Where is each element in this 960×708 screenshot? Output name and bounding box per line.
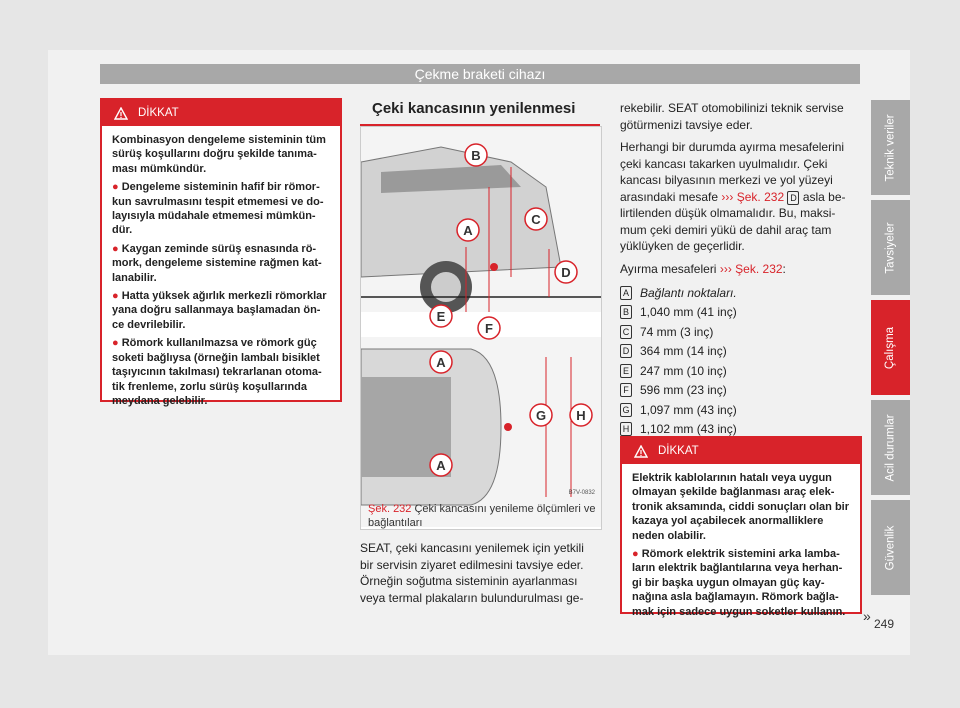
measurement-item [620, 303, 860, 323]
diagram-label [530, 404, 552, 426]
tab-label: Çalışma [884, 326, 897, 369]
diagram-label [430, 351, 452, 373]
warning-box-right [620, 436, 862, 618]
figure-link-arrows[interactable]: ››› [719, 261, 732, 276]
measurement-item [620, 342, 860, 362]
bullet-icon: ● [112, 337, 122, 350]
warning-bullet [112, 336, 330, 408]
tab-tavsiyeler[interactable] [871, 200, 910, 295]
warning-label: DİKKAT [658, 445, 699, 457]
measurement-item [620, 322, 860, 342]
chapter-header: Çekme braketi cihazı [100, 64, 860, 84]
measurement-text: 74 mm (3 inç) [640, 324, 714, 339]
warning-box-left [100, 98, 342, 407]
page-number: 249 [874, 617, 895, 631]
tab-label: Tavsiyeler [884, 221, 897, 274]
warning-label: DİKKAT [138, 107, 179, 119]
svg-text:B: B [471, 148, 481, 163]
warning-bullet-text: Römork kullanılmazsa ve römork güç soketi bağlıysa (örneğin lambalı bisiklet taşıyıcının takılması) tekrarlanan otoma-tik frenleme, zorlu sürüş koşullarında meydana gelebilir. [112, 337, 322, 407]
svg-text:F: F [485, 321, 493, 336]
bullet-icon: ● [112, 181, 122, 194]
warning-intro: Elektrik kablolarının hatalı veya uygun olmayan şekilde bağlanması araç elek-tronik aksamında, ciddi sonuçları olan bir kazaya yol açabilecek anormalliklere neden olabilir. [632, 472, 849, 542]
diagram-label [570, 404, 592, 426]
warning-header [102, 100, 340, 126]
letter-box: D [787, 191, 799, 205]
measurement-text: Bağlantı noktaları. [640, 285, 737, 300]
body-text-left [360, 540, 600, 606]
warning-bullet-text: Dengeleme sisteminin hafif bir römor-kun savrulmasını tespit etmemesi ve do-layısıyla müdahale etmemesi mümkün-dür. [112, 181, 324, 237]
letter-box: G [620, 403, 632, 417]
letter-box: F [620, 383, 632, 397]
measurement-text: 596 mm (23 inç) [640, 383, 727, 397]
tab-teknik-veriler[interactable] [871, 100, 910, 195]
warning-bullet-text: Kaygan zeminde sürüş esnasında rö-mork, dengeleme sistemine rağmen kat-lanabilir. [112, 242, 322, 284]
figure-code: B7V-0832 [568, 490, 595, 496]
tab-label: Teknik veriler [884, 113, 897, 182]
warning-body [102, 126, 340, 418]
paragraph-text: asla be-lirtilenden düşük olmamalıdır. Bu, maksi-mum çeki demiri yükü de dahil araç tam yüklüyken de geçerlidir. [620, 189, 846, 253]
bullet-icon: ● [112, 290, 122, 303]
warning-header [622, 438, 860, 464]
tow-hitch-diagram [361, 127, 601, 529]
paragraph-text: Herhangi bir durumda ayırma mesafelerini çeki kancası takarken uyulmalıdır. Çeki kancası bilyasının merkezi ve yol yüzeyi arasındaki mesafe [620, 140, 845, 204]
colon: : [782, 261, 786, 276]
diagram-label [457, 219, 479, 241]
warning-triangle-icon [114, 107, 128, 120]
warning-bullet [112, 289, 330, 332]
paragraph: rekebilir. SEAT otomobilinizi teknik servise götürmenizi tavsiye eder. [620, 101, 844, 132]
svg-text:E: E [436, 309, 446, 324]
paragraph: SEAT, çeki kancasını yenilemek için yetkili bir servisin ziyaret edilmesini tavsiye eder. Örneğin soğutma sisteminin ayarlanması veya termal plakaların bulundurulması ge- [360, 541, 584, 605]
measurement-item [620, 361, 860, 381]
distance-heading [620, 261, 860, 278]
diagram-label [430, 305, 452, 327]
svg-text:A: A [463, 223, 473, 238]
measurement-item [620, 381, 860, 401]
figure-link-arrows[interactable]: ››› [721, 189, 734, 204]
letter-box: D [620, 344, 632, 358]
measurement-text: 247 mm (10 inç) [640, 363, 727, 378]
tab-calisma[interactable] [871, 300, 910, 395]
svg-text:D: D [561, 265, 571, 280]
diagram-label [465, 144, 487, 166]
diagram-label [525, 208, 547, 230]
warning-bullet-text: Römork elektrik sistemini arka lamba-ların elektrik bağlantılarına veya herhan-gi bir başka uygun olmayan güç kay-nağına asla bağlamayın. Römork bağla-mak için sadece uygun soketler kullanın. [632, 548, 846, 618]
warning-triangle-icon [634, 445, 648, 458]
distance-heading-text: Ayırma mesafeleri [620, 261, 717, 276]
measurement-item [620, 283, 860, 303]
letter-box: E [620, 364, 632, 378]
letter-box: C [620, 325, 632, 339]
svg-text:A: A [436, 355, 446, 370]
tab-label: Acil durumlar [884, 413, 897, 482]
figure-caption [368, 502, 598, 530]
body-text-right [620, 100, 860, 439]
tab-acil-durumlar[interactable] [871, 400, 910, 495]
measurement-text: 1,097 mm (43 inç) [640, 402, 737, 417]
figure-link[interactable]: Şek. 232 [736, 189, 785, 204]
figure-caption-text: Çeki kancasını yenileme ölçümleri ve bağlantıları [368, 503, 596, 529]
warning-bullet [632, 547, 850, 619]
section-title: Çeki kancasının yenilenmesi [372, 100, 576, 117]
measurement-list [620, 283, 860, 439]
measurement-text: 364 mm (14 inç) [640, 344, 727, 358]
letter-box: B [620, 305, 632, 319]
tab-guvenlik[interactable] [871, 500, 910, 595]
figure-tow-hitch [360, 126, 602, 530]
warning-bullet-text: Hatta yüksek ağırlık merkezli römorklar yana doğru sallanmaya başlamadan ön-ce devrilebilir. [112, 290, 327, 331]
measurement-text: 1,040 mm (41 inç) [640, 305, 737, 319]
bullet-icon: ● [112, 242, 122, 255]
svg-text:C: C [531, 212, 541, 227]
warning-bullet [112, 242, 330, 285]
paragraph [620, 139, 860, 255]
svg-text:G: G [535, 408, 547, 423]
diagram-label [430, 454, 452, 476]
figure-link[interactable]: Şek. 232 [735, 261, 783, 276]
warning-bullet [112, 180, 330, 238]
diagram-label [555, 261, 577, 283]
measurement-item [620, 400, 860, 420]
continue-arrow-icon: » [863, 608, 871, 624]
letter-box: A [620, 286, 632, 300]
svg-text:H: H [576, 408, 586, 423]
diagram-label [478, 317, 500, 339]
warning-body [622, 464, 860, 629]
bullet-icon: ● [632, 548, 642, 561]
svg-text:A: A [436, 458, 446, 473]
letter-box: H [620, 422, 632, 436]
tab-label: Güvenlik [884, 525, 897, 570]
figure-ref: Şek. 232 [368, 503, 412, 515]
measurement-text: 1,102 mm (43 inç) [640, 422, 737, 436]
warning-intro: Kombinasyon dengeleme sisteminin tüm sürüş koşullarını doğru şekilde tanıma-ması mümkündür. [112, 134, 326, 175]
